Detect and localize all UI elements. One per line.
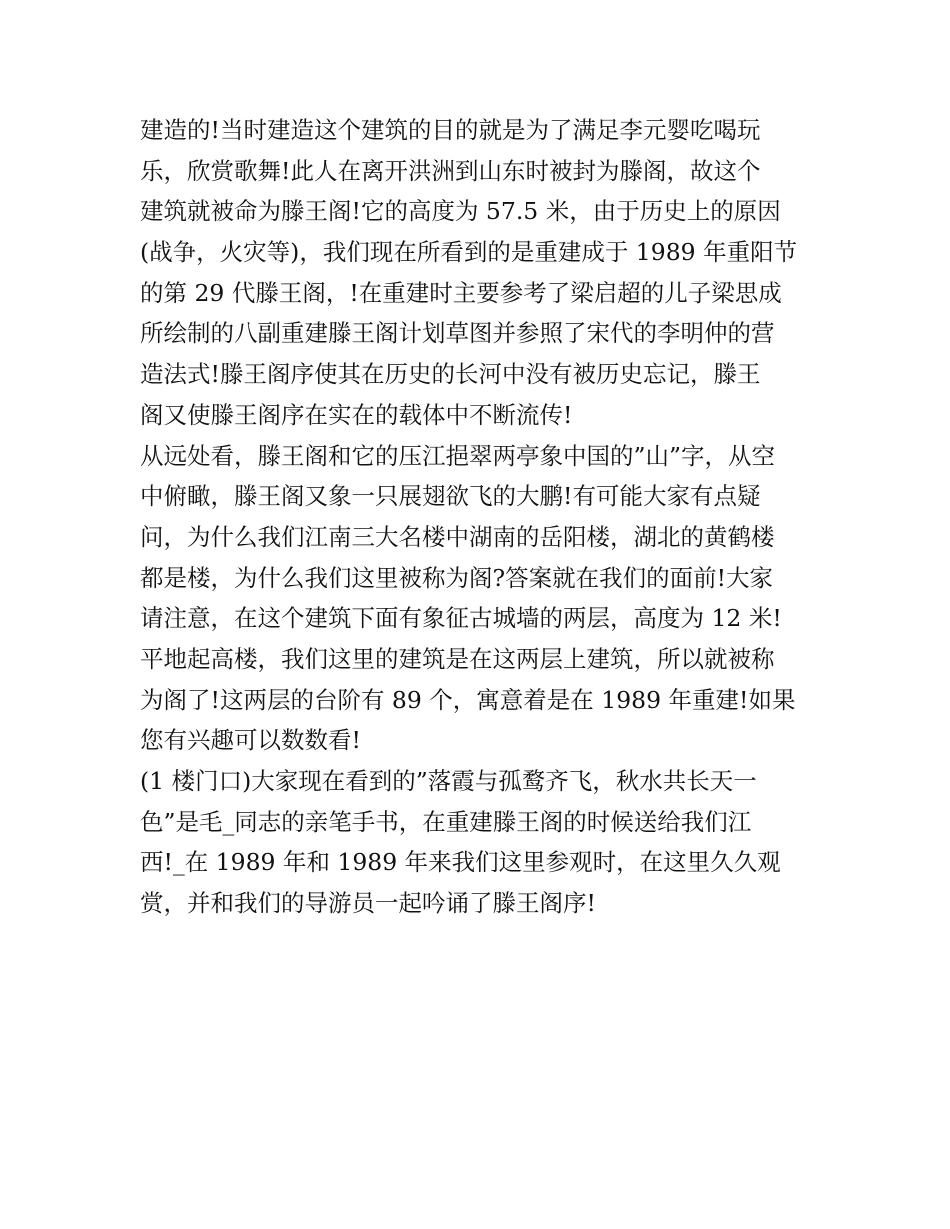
- text-line: 乐，欣赏歌舞!此人在离开洪洲到山东时被封为滕阁，故这个: [140, 156, 761, 185]
- text-line: 赏，并和我们的导游员一起吟诵了滕王阁序!: [140, 889, 596, 918]
- text-line: 中俯瞰，滕王阁又象一只展翅欲飞的大鹏!有可能大家有点疑: [140, 482, 761, 511]
- text-line: (战争，火灾等)，我们现在所看到的是重建成于 1989 年重阳节: [140, 238, 798, 267]
- text-line: 西!_在 1989 年和 1989 年来我们这里参观时，在这里久久观: [140, 848, 781, 877]
- text-line: 阁又使滕王阁序在实在的载体中不断流传!: [140, 400, 573, 429]
- text-line: (1 楼门口)大家现在看到的”落霞与孤鹜齐飞，秋水共长天一: [140, 767, 757, 795]
- text-line: 您有兴趣可以数数看!: [140, 726, 361, 755]
- text-line: 建造的!当时建造这个建筑的目的就是为了满足李元婴吃喝玩: [140, 116, 761, 144]
- text-line: 的第 29 代滕王阁，!在重建时主要参考了梁启超的儿子梁思成: [140, 278, 782, 307]
- text-line: 为阁了!这两层的台阶有 89 个，寓意着是在 1989 年重建!如果: [140, 685, 796, 714]
- document-body: [140, 110, 820, 924]
- text-line: 建筑就被命为滕王阁!它的高度为 57.5 米，由于历史上的原因: [140, 197, 781, 226]
- text-line: 请注意，在这个建筑下面有象征古城墙的两层，高度为 12 米!: [140, 604, 782, 633]
- text-line: 造法式!滕王阁序使其在历史的长河中没有被历史忘记，滕王: [140, 360, 761, 389]
- text-line: 都是楼，为什么我们这里被称为阁?答案就在我们的面前!大家: [140, 563, 774, 592]
- text-line: 色”是毛_同志的亲笔手书，在重建滕王阁的时候送给我们江: [140, 807, 752, 836]
- text-line: 从远处看，滕王阁和它的压江挹翠两亭象中国的”山”字，从空: [140, 441, 776, 470]
- text-line: 所绘制的八副重建滕王阁计划草图并参照了宋代的李明仲的营: [140, 319, 775, 348]
- text-line: 问，为什么我们江南三大名楼中湖南的岳阳楼，湖北的黄鹤楼: [140, 522, 775, 551]
- text-line: 平地起高楼，我们这里的建筑是在这两层上建筑，所以就被称: [140, 644, 775, 673]
